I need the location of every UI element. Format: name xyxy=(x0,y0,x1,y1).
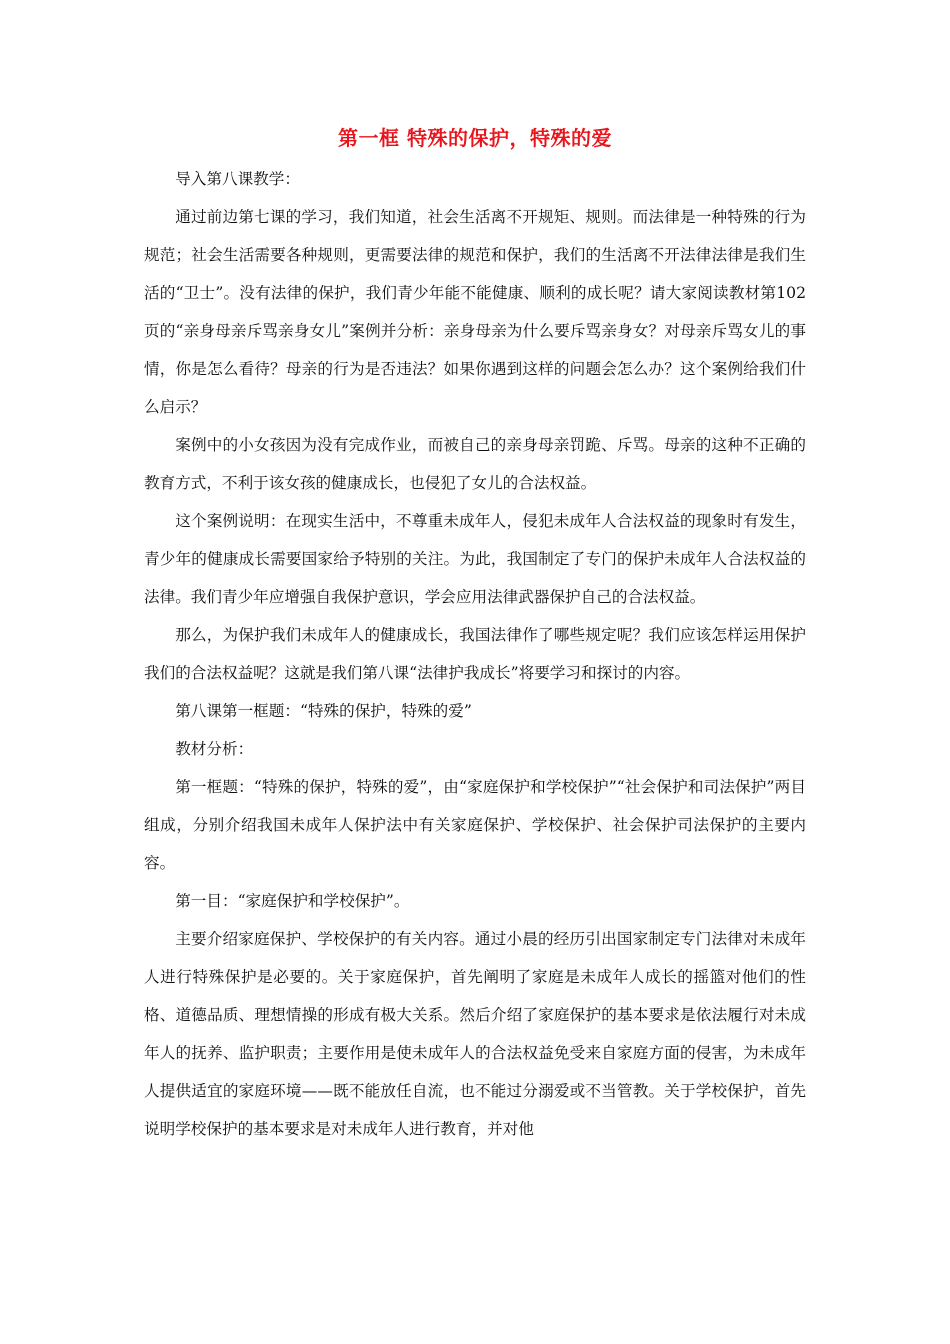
paragraph-case-meaning: 这个案例说明：在现实生活中，不尊重未成年人，侵犯未成年人合法权益的现象时有发生，青少年的健康成长需要国家给予特别的关注。为此，我国制定了专门的保护未成年人合法权益的法律。我们青少年应增强自我保护意识，学会应用法律武器保护自己的合法权益。 xyxy=(144,512,806,606)
page-title: 第一框 特殊的保护，特殊的爱 xyxy=(338,126,612,150)
paragraph-lesson-topic: 第八课第一框题：“特殊的保护，特殊的爱” xyxy=(175,702,472,720)
paragraph-intro: 通过前边第七课的学习，我们知道，社会生活离不开规矩、规则。而法律是一种特殊的行为规范；社会生活需要各种规则，更需要法律的规范和保护，我们的生活离不开法律法律是我们生活的“卫士”。没有法律的保护，我们青少年能不能健康、顺利的成长呢？请大家阅读教材第102页的“亲身母亲斥骂亲身女儿”案例并分析：亲身母亲为什么要斥骂亲身女？对母亲斥骂女儿的事情，你是怎么看待？母亲的行为是否违法？如果你遇到这样的问题会怎么办？这个案例给我们什么启示？ xyxy=(144,208,806,416)
paragraph-case: 案例中的小女孩因为没有完成作业，而被自己的亲身母亲罚跪、斥骂。母亲的这种不正确的教育方式，不利于该女孩的健康成长，也侵犯了女儿的合法权益。 xyxy=(144,436,806,492)
paragraph-section-content: 主要介绍家庭保护、学校保护的有关内容。通过小晨的经历引出国家制定专门法律对未成年人进行特殊保护是必要的。关于家庭保护，首先阐明了家庭是未成年人成长的摇篮对他们的性格、道德品质、理想情操的形成有极大关系。然后介绍了家庭保护的基本要求是依法履行对未成年人的抚养、监护职责；主要作用是使未成年人的合法权益免受来自家庭方面的侵害，为未成年人提供适宜的家庭环境——既不能放任自流，也不能过分溺爱或不当管教。关于学校保护，首先说明学校保护的基本要求是对未成年人进行教育，并对他 xyxy=(144,930,806,1138)
document-body xyxy=(144,160,806,1148)
paragraph-frame-overview: 第一框题：“特殊的保护，特殊的爱”，由“家庭保护和学校保护”“社会保护和司法保护”两目组成，分别介绍我国未成年人保护法中有关家庭保护、学校保护、社会保护司法保护的主要内容。 xyxy=(144,778,806,872)
paragraph-question: 那么，为保护我们未成年人的健康成长，我国法律作了哪些规定呢？我们应该怎样运用保护我们的合法权益呢？这就是我们第八课“法律护我成长”将要学习和探讨的内容。 xyxy=(144,626,806,682)
paragraph-analysis-label: 教材分析： xyxy=(175,740,254,758)
paragraph-intro-label: 导入第八课教学： xyxy=(175,170,300,188)
paragraph-section-one: 第一目：“家庭保护和学校保护”。 xyxy=(175,892,410,910)
